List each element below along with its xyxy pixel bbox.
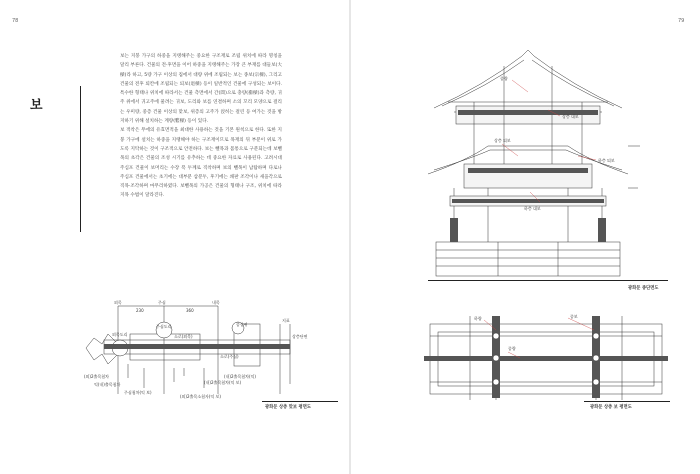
leader-4: (외)2출목소첨자(익 보)	[180, 394, 221, 399]
section-heading: 보	[30, 98, 43, 113]
label-ridge: 종량	[500, 76, 508, 81]
paragraph-1: 보는 지붕 가구의 하중을 지탱해주는 중요한 구조재로 조립 위치에 따라 명칭을 달리 부른다. 건물의 전·후면을 이어 하중을 지탱해주는 가장 큰 부재를 대들보(大樑)라 하고, 5량 가구 이상의 집에서 대량 위에 조립되는 보는 종보(宗樑), 그리고 건물의 전후 퇴칸에 조립되는 퇴보(退樑) 등이 일반적인 건물에 구성되는 보이다. 특수한 형태나 위치에 따라서는 건물 측면에서 간(間)으로 충량(衝樑)과 측량, 귀주 위에서 귀고주에 물려는 귀보, 도리와 보를 연결하며 소의 꼬리 모양으로 걸리는 우미량, 중층 건물 이상의 맞보, 위층의 고주가 얹히는 걸린 등 여가는 것을 방지하기 위해 설치하는 계량(繫樑) 등이 있다.	[120, 54, 282, 125]
book-gutter	[349, 0, 351, 474]
label-soro-center: 소로(주심)	[220, 354, 239, 359]
beam-plan-rule	[584, 401, 670, 402]
leader-6: (내)2출목첨차(익 보)	[204, 380, 242, 385]
bracket-plan-rule	[262, 401, 338, 402]
label-lower-toebo: 하층 퇴보	[598, 158, 615, 163]
dim-center: 주심	[158, 300, 166, 305]
page-number-right: 79	[678, 18, 685, 24]
label-haryang: 하량	[474, 316, 482, 321]
leader-5: (내)2출목첨차(익)	[224, 374, 256, 379]
paragraph-2: 보 적착은 무에의 유효면적을 최대한 사용하는 것을 기본 원칙으로 한다. 또한 지붕 가구에 설치는 하중을 지탱해야 하는 구조재이므로 목재의 뒤 부분이 위로 가도록 지탁하는 것이 구조적으로 안전하다. 보는 뺄목과 몸통으로 구분되는데 보뺄목의 초각은 건물의 조성 시기를 유추하는 데 중요한 자료로 사용된다. 고려시대 주심포 건물이 보머리는 수장 폭 두께로 직착하며 보의 뺄목이 납탐하며 다로나 주심포 건물에서는 초기에는 대부분 삼분두, 후기에는 쇄판 조각이나 새을각으로 직목·조각하며 마무리하였다. 보뺄목의 가공은 건물의 형태나 구조, 위치에 따라 지목 수법이 달라진다.	[120, 128, 282, 199]
bracket-plan-drawing	[84, 298, 332, 402]
dim-360: 360	[186, 308, 194, 313]
elevation-drawing	[428, 46, 668, 280]
leader-3: 주심첨차(익 보)	[124, 390, 152, 395]
dim-outer: 외목	[114, 300, 122, 305]
page-number-left: 78	[12, 18, 19, 24]
label-upper-section: 상층단면	[292, 334, 308, 339]
label-upper-beam: 상층 대보	[562, 114, 579, 119]
elevation-caption: 광화문 종단면도	[628, 286, 659, 291]
heading-rule	[80, 86, 81, 232]
leader-1: (외)2출목첨차	[84, 374, 109, 379]
label-jipyo: 지표	[282, 318, 290, 323]
beam-plan-caption: 광화문 상층 보 평면도	[590, 405, 632, 410]
label-soro-outer: 소로(외목)	[174, 334, 193, 339]
label-jongbo: 종보	[570, 314, 578, 319]
beam-plan-drawing	[424, 312, 668, 402]
leader-2: 익(내)출목첨차	[94, 382, 121, 387]
label-lower-beam: 하층 대보	[524, 206, 541, 211]
dim-inner: 내목	[212, 300, 220, 305]
bracket-plan-caption: 광화문 상층 맞보 평면도	[265, 405, 311, 410]
dim-230: 230	[136, 308, 144, 313]
label-jongryang: 종량	[508, 346, 516, 351]
body-text	[120, 52, 282, 201]
label-jongjanggwi: 종장귀	[236, 322, 248, 327]
label-center-purlin: 주심도리	[156, 324, 172, 329]
elevation-rule	[428, 280, 668, 281]
label-upper-toebo: 상층 퇴보	[494, 138, 511, 143]
label-outer-purlin: 외목도리	[112, 332, 128, 337]
